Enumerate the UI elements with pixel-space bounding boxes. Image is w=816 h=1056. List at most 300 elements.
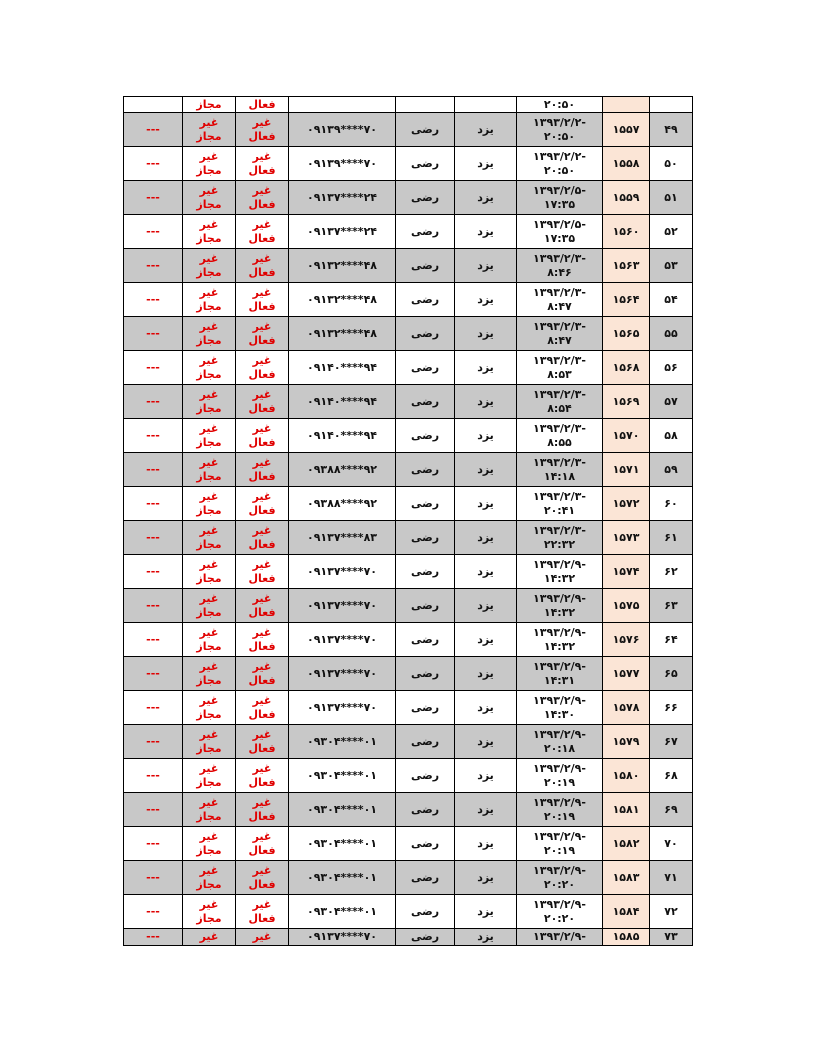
cell-city: یزد [455, 623, 517, 657]
type-line-2: مجاز [196, 333, 222, 347]
status-line-2: فعال [248, 333, 276, 347]
cell-type [183, 283, 236, 317]
type-line-1: غیر [199, 829, 219, 843]
date-line: ۱۳۹۳/۲/۹- [533, 625, 586, 639]
status-line-1: غیر [252, 455, 272, 469]
type-line-1: غیر [199, 897, 219, 911]
table-row [124, 419, 693, 453]
cell-status: غیر [236, 929, 289, 946]
cell-status [236, 317, 289, 351]
cell-row-number: ۷۳ [650, 929, 693, 946]
table-row [124, 759, 693, 793]
cell-row-number: ۶۴ [650, 623, 693, 657]
cell-code: ۱۵۷۷ [603, 657, 650, 691]
cell-code: ۱۵۵۹ [603, 181, 650, 215]
date-line: ۱۳۹۳/۲/۳- [533, 489, 586, 503]
phone-number: ۰۹۳۸۸****۹۲ [306, 496, 377, 510]
cell-name: رضی [396, 725, 455, 759]
cell-type [183, 147, 236, 181]
cell-code: ۱۵۸۳ [603, 861, 650, 895]
cell-datetime [517, 249, 603, 283]
cell-extra: --- [124, 317, 183, 351]
cell-row-number: ۵۴ [650, 283, 693, 317]
cell-phone [289, 657, 396, 691]
phone-number: ۰۹۱۳۷****۷۰ [306, 598, 377, 612]
time-line: ۲۰:۱۹ [543, 775, 576, 789]
type-line-2: مجاز [196, 809, 222, 823]
cell-status [236, 215, 289, 249]
cell-city: یزد [455, 691, 517, 725]
cell-row-number: ۶۲ [650, 555, 693, 589]
type-line-1: غیر [199, 115, 219, 129]
table-row [124, 487, 693, 521]
cell-datetime [517, 453, 603, 487]
cell-phone [289, 317, 396, 351]
cell-datetime [517, 623, 603, 657]
cell-phone [289, 181, 396, 215]
phone-number: ۰۹۱۳۷****۷۰ [306, 564, 377, 578]
cell-type: غیر [183, 929, 236, 946]
cell-city: یزد [455, 759, 517, 793]
table-row [124, 147, 693, 181]
time-line: ۲۰:۲۰ [543, 877, 576, 891]
type-line-1: غیر [199, 455, 219, 469]
cell-row-number: ۵۳ [650, 249, 693, 283]
date-line: ۱۳۹۳/۲/۳- [533, 251, 586, 265]
type-line-1: غیر [199, 319, 219, 333]
status-line-2: فعال [248, 911, 276, 925]
cell-city: یزد [455, 929, 517, 946]
cell-code: ۱۵۶۳ [603, 249, 650, 283]
cell-city: یزد [455, 555, 517, 589]
type-line-2: مجاز [196, 707, 222, 721]
cell-city: یزد [455, 385, 517, 419]
cell-datetime [517, 555, 603, 589]
cell-datetime: ۲۰:۵۰ [517, 97, 603, 113]
status-line-2: فعال [248, 163, 276, 177]
status-line-1: غیر [252, 829, 272, 843]
cell-city: یزد [455, 181, 517, 215]
date-line: ۱۳۹۳/۲/۹- [533, 693, 586, 707]
cell-status [236, 555, 289, 589]
cell-phone [289, 249, 396, 283]
cell-type [183, 623, 236, 657]
cell-status [236, 725, 289, 759]
cell-city: یزد [455, 249, 517, 283]
status-line-1: غیر [252, 251, 272, 265]
cell-row-number: ۴۹ [650, 113, 693, 147]
status-line-2: فعال [248, 741, 276, 755]
cell-datetime [517, 521, 603, 555]
cell-extra: --- [124, 929, 183, 946]
table-row [124, 861, 693, 895]
cell-status [236, 385, 289, 419]
cell-extra: --- [124, 147, 183, 181]
cell-extra: --- [124, 113, 183, 147]
phone-number: ۰۹۱۳۷****۲۴ [306, 224, 377, 238]
cell-code: ۱۵۶۸ [603, 351, 650, 385]
status-line-2: فعال [248, 469, 276, 483]
cell-datetime [517, 691, 603, 725]
time-line: ۸:۴۶ [547, 265, 572, 279]
table-row [124, 181, 693, 215]
status-line-1: غیر [252, 693, 272, 707]
cell-name: رضی [396, 589, 455, 623]
type-line-2: مجاز [196, 605, 222, 619]
type-line-2: مجاز [196, 435, 222, 449]
cell-name: رضی [396, 895, 455, 929]
date-line: ۱۳۹۳/۲/۹- [533, 591, 586, 605]
cell-name: رضی [396, 521, 455, 555]
date-line: ۱۳۹۳/۲/۵- [533, 183, 586, 197]
table-row [124, 793, 693, 827]
table-row-partial-top [124, 97, 693, 113]
cell-code: ۱۵۵۷ [603, 113, 650, 147]
status-line-1: غیر [252, 591, 272, 605]
type-line-2: مجاز [196, 571, 222, 585]
time-line: ۱۷:۳۵ [543, 231, 576, 245]
cell-city: یزد [455, 317, 517, 351]
cell-city: یزد [455, 521, 517, 555]
cell-datetime [517, 827, 603, 861]
type-line-1: غیر [199, 761, 219, 775]
phone-number: ۰۹۳۰۴****۰۱ [306, 904, 377, 918]
type-line-1: غیر [199, 149, 219, 163]
cell-row-number: ۵۶ [650, 351, 693, 385]
phone-number: ۰۹۳۸۸****۹۲ [306, 462, 377, 476]
cell-extra [124, 97, 183, 113]
date-line: ۱۳۹۳/۲/۳- [533, 353, 586, 367]
type-line-2: مجاز [196, 129, 222, 143]
type-line-2: مجاز [196, 503, 222, 517]
cell-name: رضی [396, 793, 455, 827]
cell-name: رضی [396, 419, 455, 453]
cell-type [183, 453, 236, 487]
cell-status [236, 827, 289, 861]
status-line-1: غیر [252, 115, 272, 129]
status-line-1: غیر [252, 523, 272, 537]
status-line-2: فعال [248, 707, 276, 721]
cell-code: ۱۵۷۴ [603, 555, 650, 589]
cell-status [236, 521, 289, 555]
cell-name: رضی [396, 657, 455, 691]
cell-type [183, 725, 236, 759]
table-row [124, 827, 693, 861]
cell-city: یزد [455, 861, 517, 895]
time-line: ۱۴:۳۱ [543, 673, 576, 687]
phone-number: ۰۹۱۳۲****۴۸ [306, 326, 377, 340]
cell-datetime [517, 657, 603, 691]
type-line-1: غیر [199, 727, 219, 741]
cell-row-number: ۷۱ [650, 861, 693, 895]
type-line-2: مجاز [196, 231, 222, 245]
phone-number: ۰۹۳۰۴****۰۱ [306, 802, 377, 816]
status-line-2: فعال [248, 265, 276, 279]
cell-phone [289, 147, 396, 181]
date-line: ۱۳۹۳/۲/۹- [533, 863, 586, 877]
type-line-2: مجاز [196, 197, 222, 211]
cell-name: رضی [396, 249, 455, 283]
cell-city: یزد [455, 147, 517, 181]
cell-phone [289, 589, 396, 623]
date-line: ۱۳۹۳/۲/۹- [533, 795, 586, 809]
cell-code: ۱۵۷۹ [603, 725, 650, 759]
cell-name: رضی [396, 215, 455, 249]
cell-code: ۱۵۷۵ [603, 589, 650, 623]
table-row [124, 283, 693, 317]
cell-type [183, 521, 236, 555]
type-line-2: مجاز [196, 163, 222, 177]
type-line-2: مجاز [196, 741, 222, 755]
cell-datetime [517, 181, 603, 215]
time-line: ۲۰:۱۹ [543, 843, 576, 857]
cell-extra: --- [124, 453, 183, 487]
cell-city: یزد [455, 793, 517, 827]
cell-code: ۱۵۷۳ [603, 521, 650, 555]
cell-row-number: ۵۷ [650, 385, 693, 419]
status-line-2: فعال [248, 367, 276, 381]
cell-phone [289, 623, 396, 657]
cell-datetime [517, 725, 603, 759]
cell-phone [289, 385, 396, 419]
table-row [124, 895, 693, 929]
type-line-2: مجاز [196, 537, 222, 551]
cell-name: رضی [396, 385, 455, 419]
cell-phone [289, 97, 396, 113]
cell-status [236, 351, 289, 385]
cell-name: رضی [396, 691, 455, 725]
records-table [123, 96, 693, 946]
type-line-2: مجاز [196, 843, 222, 857]
phone-number: ۰۹۱۴۰****۹۴ [306, 360, 377, 374]
cell-phone [289, 453, 396, 487]
cell-phone [289, 929, 396, 946]
cell-datetime [517, 895, 603, 929]
date-line: ۱۳۹۳/۲/۲- [533, 115, 586, 129]
phone-number: ۰۹۳۰۴****۰۱ [306, 768, 377, 782]
cell-status: فعال [236, 97, 289, 113]
cell-status [236, 793, 289, 827]
type-line-1: غیر [199, 693, 219, 707]
cell-type [183, 181, 236, 215]
cell-name: رضی [396, 317, 455, 351]
cell-code: ۱۵۶۰ [603, 215, 650, 249]
cell-city: یزد [455, 827, 517, 861]
status-line-2: فعال [248, 537, 276, 551]
cell-row-number: ۶۱ [650, 521, 693, 555]
status-line-2: فعال [248, 299, 276, 313]
cell-city: یزد [455, 453, 517, 487]
time-line: ۱۷:۳۵ [543, 197, 576, 211]
cell-phone [289, 827, 396, 861]
cell-code: ۱۵۸۵ [603, 929, 650, 946]
cell-status [236, 691, 289, 725]
type-line-1: غیر [199, 523, 219, 537]
cell-datetime [517, 759, 603, 793]
cell-row-number: ۶۸ [650, 759, 693, 793]
cell-name [396, 97, 455, 113]
cell-city: یزد [455, 419, 517, 453]
type-line-1: غیر [199, 217, 219, 231]
cell-status [236, 113, 289, 147]
cell-extra: --- [124, 895, 183, 929]
cell-name: رضی [396, 623, 455, 657]
cell-code: ۱۵۷۶ [603, 623, 650, 657]
cell-city: یزد [455, 215, 517, 249]
type-line-2: مجاز [196, 877, 222, 891]
time-line: ۲۰:۱۸ [543, 741, 576, 755]
cell-datetime [517, 793, 603, 827]
cell-city: یزد [455, 487, 517, 521]
cell-type [183, 249, 236, 283]
cell-extra: --- [124, 249, 183, 283]
cell-status [236, 147, 289, 181]
date-line: ۱۳۹۳/۲/۳- [533, 523, 586, 537]
date-line: ۱۳۹۳/۲/۹- [533, 897, 586, 911]
status-line-1: غیر [252, 285, 272, 299]
cell-extra: --- [124, 283, 183, 317]
cell-type [183, 215, 236, 249]
cell-code: ۱۵۸۲ [603, 827, 650, 861]
phone-number: ۰۹۱۳۷****۸۳ [306, 530, 377, 544]
cell-datetime [517, 215, 603, 249]
cell-row-number [650, 97, 693, 113]
type-line-2: مجاز [196, 265, 222, 279]
table-body [124, 97, 693, 946]
status-line-2: فعال [248, 231, 276, 245]
table-row [124, 385, 693, 419]
type-line-2: مجاز [196, 639, 222, 653]
table-row [124, 317, 693, 351]
date-line: ۱۳۹۳/۲/۹- [533, 761, 586, 775]
cell-type [183, 113, 236, 147]
status-line-1: غیر [252, 489, 272, 503]
status-line-2: فعال [248, 401, 276, 415]
date-line: ۱۳۹۳/۲/۹- [533, 829, 586, 843]
phone-number: ۰۹۱۳۷****۷۰ [306, 930, 377, 943]
cell-row-number: ۵۵ [650, 317, 693, 351]
status-line-2: فعال [248, 673, 276, 687]
cell-name: رضی [396, 759, 455, 793]
table-row [124, 725, 693, 759]
date-line: ۱۳۹۳/۲/۹- [533, 727, 586, 741]
type-line-1: غیر [199, 625, 219, 639]
cell-status [236, 759, 289, 793]
phone-number: ۰۹۱۳۲****۴۸ [306, 258, 377, 272]
cell-name: رضی [396, 181, 455, 215]
phone-number: ۰۹۱۳۷****۷۰ [306, 700, 377, 714]
table-row [124, 453, 693, 487]
time-line: ۱۴:۳۰ [543, 707, 576, 721]
cell-name: رضی [396, 555, 455, 589]
table-row [124, 623, 693, 657]
status-line-1: غیر [252, 863, 272, 877]
cell-datetime [517, 419, 603, 453]
cell-phone [289, 793, 396, 827]
cell-name: رضی [396, 453, 455, 487]
cell-name: رضی [396, 283, 455, 317]
time-line: ۲۰:۵۰ [543, 163, 576, 177]
time-line: ۲۰:۲۰ [543, 911, 576, 925]
type-line-1: غیر [199, 863, 219, 877]
cell-extra: --- [124, 861, 183, 895]
cell-phone [289, 861, 396, 895]
cell-city: یزد [455, 725, 517, 759]
status-line-1: غیر [252, 795, 272, 809]
cell-status [236, 623, 289, 657]
cell-code: ۱۵۸۰ [603, 759, 650, 793]
type-line-2: مجاز [196, 469, 222, 483]
cell-phone [289, 419, 396, 453]
cell-row-number: ۶۹ [650, 793, 693, 827]
cell-status [236, 453, 289, 487]
phone-number: ۰۹۱۴۰****۹۴ [306, 428, 377, 442]
phone-number: ۰۹۳۰۴****۰۱ [306, 870, 377, 884]
cell-city: یزد [455, 589, 517, 623]
cell-city [455, 97, 517, 113]
date-line: ۱۳۹۳/۲/۹- [533, 659, 586, 673]
cell-code: ۱۵۷۱ [603, 453, 650, 487]
table-row [124, 555, 693, 589]
type-line-2: مجاز [196, 775, 222, 789]
date-line: ۱۳۹۳/۲/۹- [533, 930, 586, 943]
cell-status [236, 181, 289, 215]
cell-city: یزد [455, 657, 517, 691]
cell-row-number: ۶۷ [650, 725, 693, 759]
cell-phone [289, 113, 396, 147]
cell-code: ۱۵۷۰ [603, 419, 650, 453]
status-line-1: غیر [252, 659, 272, 673]
type-line-1: غیر [199, 795, 219, 809]
table-row [124, 215, 693, 249]
time-line: ۸:۵۴ [547, 401, 572, 415]
type-line-1: غیر [199, 387, 219, 401]
cell-extra: --- [124, 385, 183, 419]
status-line-2: فعال [248, 571, 276, 585]
time-line: ۱۴:۳۲ [543, 571, 576, 585]
cell-row-number: ۶۰ [650, 487, 693, 521]
date-line: ۱۳۹۳/۲/۳- [533, 319, 586, 333]
table-row [124, 521, 693, 555]
phone-number: ۰۹۳۰۴****۰۱ [306, 836, 377, 850]
cell-phone [289, 725, 396, 759]
cell-status [236, 419, 289, 453]
type-line-1: غیر [199, 421, 219, 435]
date-line: ۱۳۹۳/۲/۲- [533, 149, 586, 163]
status-line-2: فعال [248, 775, 276, 789]
time-line: ۱۴:۱۸ [543, 469, 576, 483]
cell-status [236, 861, 289, 895]
cell-extra: --- [124, 215, 183, 249]
cell-type [183, 691, 236, 725]
cell-row-number: ۵۸ [650, 419, 693, 453]
type-line-1: غیر [199, 285, 219, 299]
cell-type [183, 385, 236, 419]
status-line-1: غیر [252, 353, 272, 367]
date-line: ۱۳۹۳/۲/۹- [533, 557, 586, 571]
cell-row-number: ۵۰ [650, 147, 693, 181]
table-row [124, 249, 693, 283]
status-line-2: فعال [248, 605, 276, 619]
cell-type [183, 759, 236, 793]
phone-number: ۰۹۱۳۹****۷۰ [306, 122, 377, 136]
time-line: ۱۴:۳۲ [543, 639, 576, 653]
status-line-1: غیر [252, 319, 272, 333]
cell-name: رضی [396, 147, 455, 181]
table-row-partial-bottom [124, 929, 693, 946]
cell-type [183, 793, 236, 827]
cell-row-number: ۵۹ [650, 453, 693, 487]
